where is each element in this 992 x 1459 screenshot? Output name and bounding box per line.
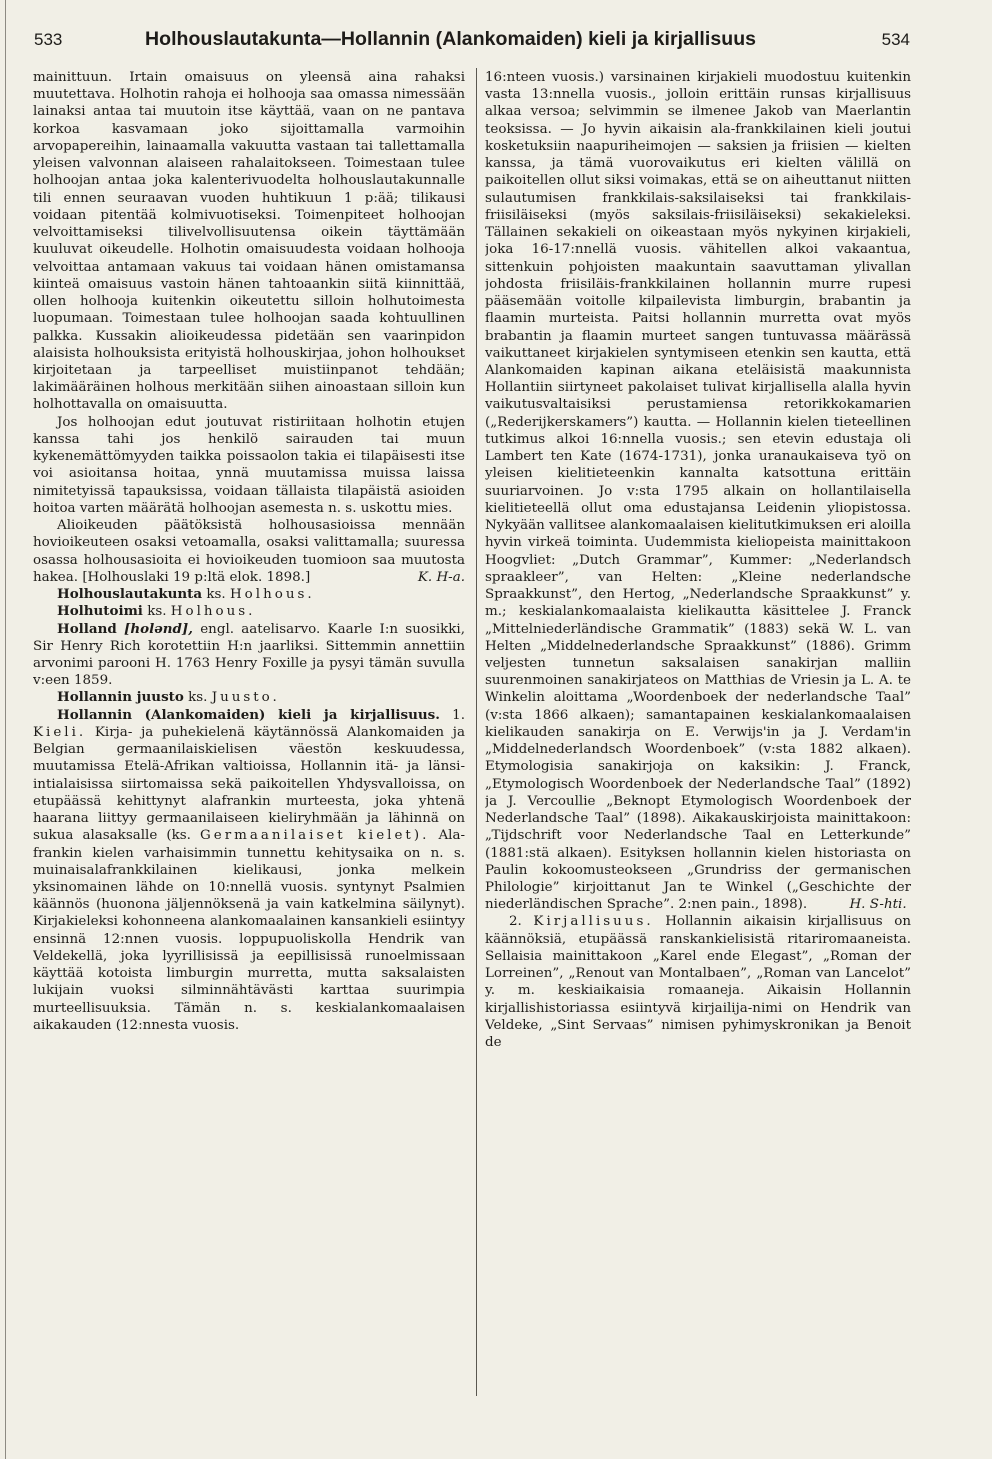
page-header xyxy=(30,30,910,54)
paragraph-text: 16:nteen vuosis.) varsinainen kirjakieli muodostuu kuitenkin vasta 13:nnella vuosis., jolloin erittäin runsas kirjallisuus alkaa versoa; selvimmin se ilmenee Jakob van Maerlantin teoksissa. — Jo hyvin aikaisin ala-frankkilainen kieli joutui kosketuksiin naapuriheimojen — saksien ja friisien — kielten kanssa, ja tämä vuorovaikutus eri kielten välillä on paikoitellen ollut siksi voimakas, että se on aiheuttanut niitten sulautumisen frankkilais-saksilaiseksi tai frankkilais-friisiläiseksi (myös saksilais-friisiläiseksi) sekakieleksi. Tällainen sekakieli on oikeastaan myös nykyinen kirjakieli, joka 16-17:nnellä vuosis. vähitellen alkoi vakaantua, sittenkuin pohjoisten maakuntain saavuttaman ylivallan johdosta friisiläis-frankkilainen hollannin murre rupesi pääsemään voitolle kilpailevista limburgin, brabantin ja flaamin murteista. Paitsi hollannin murretta ovat myös brabantin ja flaamin murteet sangen tuntuvassa määrässä vaikuttaneet kirjakielen syntymiseen etenkin sen kautta, että Alankomaiden kapinan aikana eteläisistä maakunnista Hollantiin siirtyneet pakolaiset tulivat kirjallisella alalla hyvin vaikutusvaltaisiksi perustamiensa retorikkokamarien („Rederijkerskamers”) kautta. — Hollannin kielen tieteellinen tutkimus alkoi 16:nnella vuosis.; sen etevin edustaja oli Lambert ten Kate (1674-1731), jonka uranaukaiseva työ on yleisen kielitieteenkin kannalta katsottuna erittäin suuriarvoinen. Jo v:sta 1795 alkain on hollantilaisella kielitieteellä ollut oma edustajansa Leidenin yliopistossa. Nykyään vallitsee alankomaalaisen kielitutkimuksen eri aloilla hyvin virkeä toiminta. Uudemmista kieliopeista mainittakoon Hoogvliet: „Dutch Grammar”, Kummer: „Nederlandsch spraakleer”, van Helten: „Kleine nederlandsche Spraakkunst”, den Hertog, „Nederlandsche Spraakkunst” y. m.; keskialankomaalaista kielikautta käsittelee J. Franck „Mittelniederländische Grammatik” (1883) sekä W. L. van Helten „Middelnederlandsche Spraakkunst” (1886). Grimm veljesten tunnetun saksalaisen sanakirjan malliin suurenmoinen sanakirjateos on Matthias de Vriesin ja L. A. te Winkelin aloittama „Woordenboek der nederlandsche Taal” (v:sta 1866 alkaen); samantapainen keskialankomaalaisen kielikauden sanakirja on E. Verwijs'in ja J. Verdam'in „Middelnederlandsch Woordenboek” (v:sta 1882 alkaen). Etymologisia sanakirjoja on kaksikin: J. Franck, „Etymologisch Woordenboek der Nederlandsche Taal” (1892) ja J. Vercoullie „Beknopt Etymologisch Woordenboek der Nederlandsche Taal” (1898). Aikakauskirjoista mainittakoon: „Tijdschrift voor Nederlandsche Taal en Letterkunde” (1881:stä alkaen). Esityksen hollannin kielen historiasta on Paulin kokoomusteokseen „Grundriss der germanischen Philologie” kirjoittanut Jan te Winkel („Geschichte der niederländischen Sprache”. 2:nen pain., 1898). xyxy=(485,70,911,913)
cross-ref-label: ks. xyxy=(206,587,226,603)
cross-ref-link[interactable]: Holhous. xyxy=(170,604,256,620)
entry-holland xyxy=(33,621,465,690)
paragraph-text: Alioikeuden päätöksistä holhousasioissa mennään hovioikeuteen osaksi vetoamalla, osaksi valittamalla; suuressa osassa holhousasioita ei hovioikeuden tuomioon saa muutosta hakea. [Holhouslaki 19 p:ltä elok. 1898.] xyxy=(33,518,465,585)
entry-body: Kirja- ja puhekielenä käytännössä Alankomaiden ja Belgian germaanilaiskielisen väestön keskuudessa, muutamissa Etelä-Afrikan valtioissa, Hollannin itä- ja länsi-intialaisissa siirtomaissa sekä paikoitellen Yhdysvalloissa, on etupäässä kehittynyt alafrankin murteesta, joka yhtenä haarana liittyy germaanilaiseen kieliryhmään ja lähinnä on sukua alasaksalle (ks. xyxy=(33,724,465,844)
paragraph-text: Hollannin aikaisin kirjallisuus on käännöksiä, etupäässä ranskankielisistä ritariromaaneista. Sellaisia mainittakoon „Karel ende Elegast”, „Roman der Lorreinen”, „Renout van Montalbaen”, „Roman van Lancelot” y. m. keskiaikaisia romaaneja. Aikaisin Hollannin kirjallishistoriassa esiintyvä kirjailija-nimi on Hendrik van Veldeke, „Sint Servaas” nimisen pyhimyskronikan ja Benoit de xyxy=(485,914,911,1051)
entry-body: Ala-frankin kielen varhaisimmin tunnettu kehitysaika on n. s. muinaisalafrankkilainen kielikausi, jonka melkein yksinomainen lähde on 10:nnellä vuosis. syntynyt Psalmien käännös (huonona jäljennöksenä ja vain katkelmina säilynyt). Kirjakieleksi kohonneena alankomaalainen kansankieli esiintyy ensinnä 12:nnen vuosis. loppupuoliskolla Hendrik van Veldekellä, joka lyyrillisissä ja eepillisissä runoelmissaan käyttää kotoista limburgin murretta, mutta saksalaisten lukijain vuoksi silminnähtävästi karttaa suurimpia murteellisuuksia. Tämän n. s. keskialankomaalaisen aikakauden (12:nnesta vuosis. xyxy=(33,828,465,1033)
entry-headword: Hollannin juusto xyxy=(57,689,184,706)
page-number-left: 533 xyxy=(34,30,63,49)
page-number-right: 534 xyxy=(881,30,910,49)
column-divider xyxy=(476,68,477,1396)
pronunciation: [holənd], xyxy=(124,620,193,637)
cross-ref-link[interactable]: Juusto. xyxy=(211,690,280,706)
paragraph: Jos holhoojan edut joutuvat ristiriitaan holhotin etujen kanssa tahi jos henkilö sairauden tai muun kykenemättömyyden taikka poissaolon takia ei tilapäisesti itse voi asioitansa hoitaa, ynnä muutamissa muissa laissa nimitetyissä tapauksissa, voidaan tällaista tilapäistä asioiden hoitoa varten määrätä holhoojan asemesta n. s. uskottu mies. xyxy=(33,414,465,516)
section-title: Kieli. xyxy=(33,724,87,740)
entry-hollannin-kieli xyxy=(33,707,465,1034)
entry-headword: Holhouslautakunta xyxy=(57,586,203,603)
author-signature: K. H-a. xyxy=(417,569,465,585)
entry-hollannin-juusto xyxy=(33,689,465,706)
entry-holhouslautakunta xyxy=(33,586,465,603)
cross-ref-link[interactable]: Holhous. xyxy=(229,587,315,603)
cross-ref-label: ks. xyxy=(147,604,167,620)
section-title: Kirjallisuus. xyxy=(533,914,654,930)
entry-headword: Holhutoimi xyxy=(57,603,143,620)
author-signature: H. S-hti. xyxy=(849,897,907,913)
right-column xyxy=(485,69,911,1409)
page-edge xyxy=(5,0,6,1459)
cross-ref-link[interactable]: Germaanilaiset kielet). xyxy=(200,828,430,844)
entry-holhutoimi xyxy=(33,603,465,620)
paragraph-kirjallisuus xyxy=(485,913,911,1051)
section-number: 2. xyxy=(509,914,522,930)
running-title: Holhouslautakunta—Hollannin (Alankomaiden) kieli ja kirjallisuus xyxy=(145,28,757,50)
paragraph xyxy=(485,69,911,913)
section-number: 1. xyxy=(452,707,465,723)
entry-headword: Holland xyxy=(57,620,117,637)
paragraph: mainittuun. Irtain omaisuus on yleensä aina rahaksi muutettava. Holhotin rahoja ei holhooja saa omassa nimessään lainaksi antaa tai muutoin itse käyttää, vaan on ne pantava korkoa kasvamaan joko sijoittamalla varmoihin arvopapereihin, lainaamalla vakuutta vastaan tai tallettamalla yleisen valvonnan alaiseen rahalaitokseen. Toimestaan tulee holhoojan antaa joka kalenterivuodelta holhouslautakunnalle tili ennen seuraavan vuoden huhtikuun 1 p:ää; tilikausi voidaan pitentää kolmivuotiseksi. Toimenpiteet holhoojan velvoittamiseksi tilivelvollisuutensa oikein täyttämään kuuluvat oikeudelle. Holhotin omaisuudesta voidaan holhooja velvoittaa antamaan vakuus tai voidaan hänen omistamansa kiinteä omaisuus vastoin hänen tahtoaankin siitä kiinnittää, ollen holhooja kuitenkin oikeutettu silloin holhutoimesta luopumaan. Toimestaan tulee holhoojan saada kohtuullinen palkka. Kussakin alioikeudessa pidetään sen vaarinpidon alaisista holhouksista erityistä holhouskirjaa, johon holhoukset kirjoitetaan ja tarpeelliset muistiinpanot tehdään; lakimääräinen holhous merkitään siihen ainoastaan silloin kun holhottavalla on omaisuutta. xyxy=(33,70,465,413)
left-column xyxy=(33,69,465,1409)
cross-ref-label: ks. xyxy=(188,690,208,706)
entry-headword: Hollannin (Alankomaiden) kieli ja kirjallisuus. xyxy=(57,706,440,723)
paragraph xyxy=(33,517,465,586)
entry-body: engl. aatelisarvo. Kaarle I:n suosikki, Sir Henry Rich korotettiin H:n jaarliksi. Sittemmin annettiin arvonimi parooni H. 1763 Henry Foxille ja pysyi tämän suvulla v:een 1859. xyxy=(33,621,465,689)
